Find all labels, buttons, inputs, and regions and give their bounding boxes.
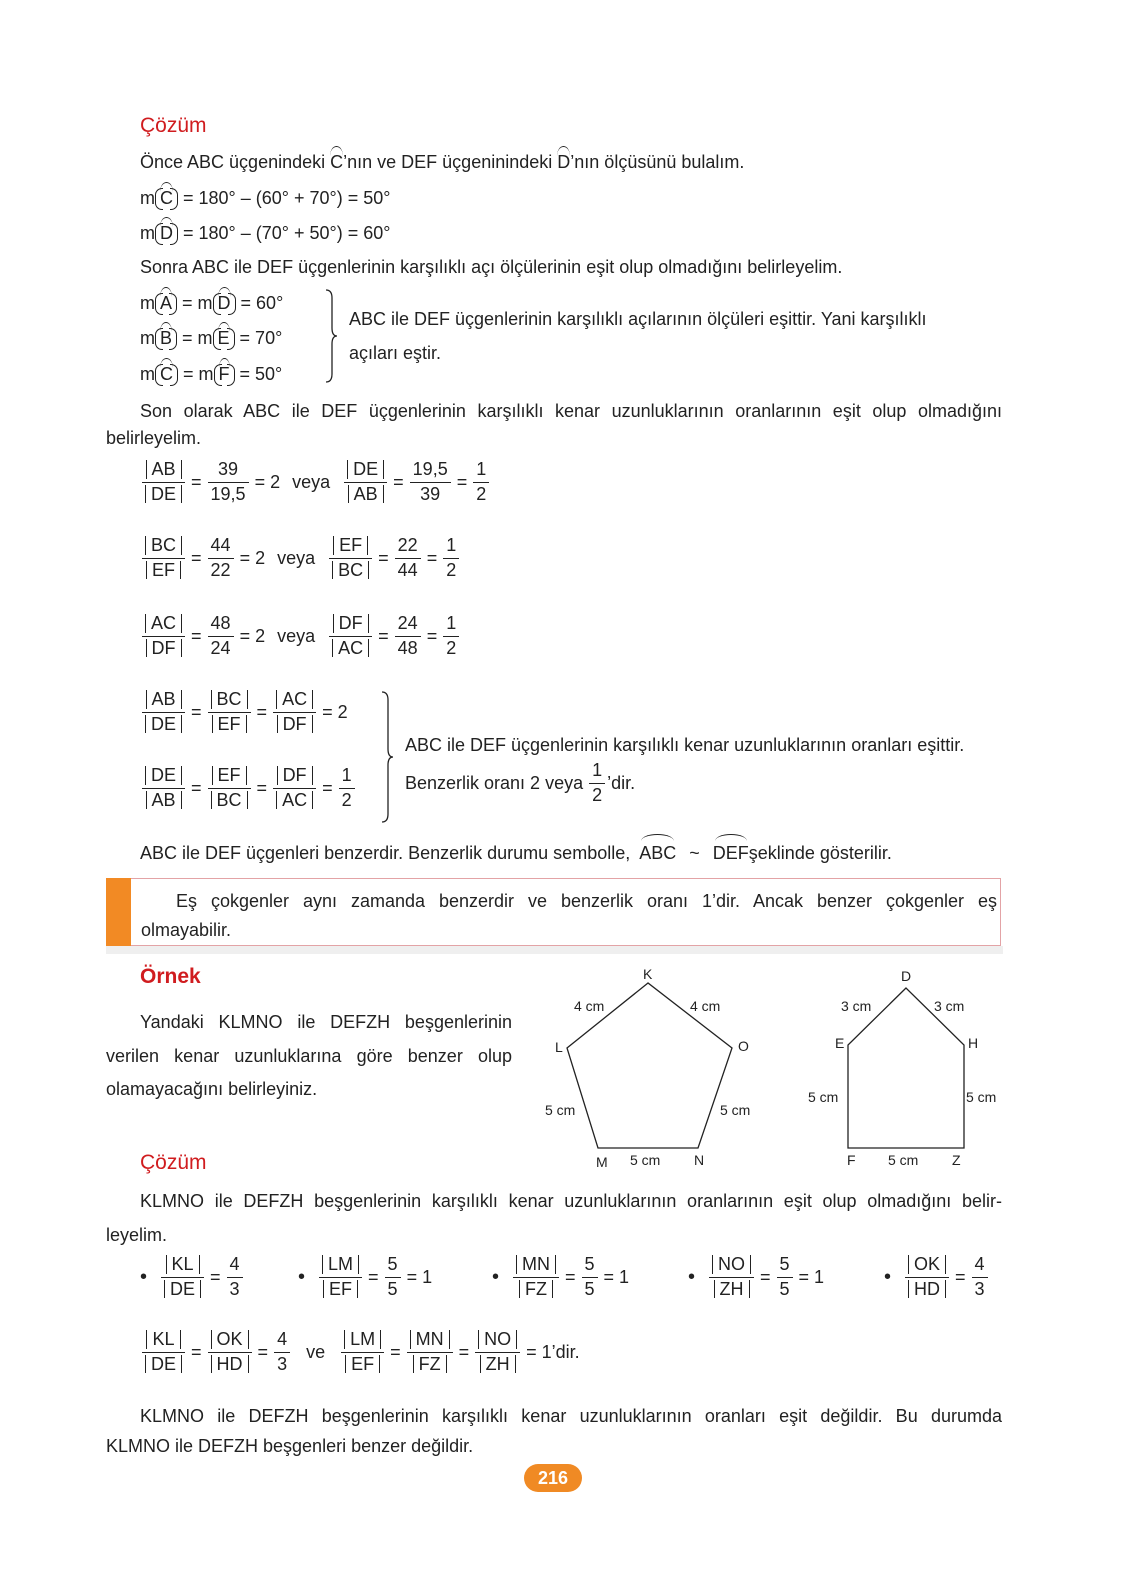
fe-d: HD bbox=[211, 1355, 249, 1374]
bullet-ratio-num bbox=[319, 1253, 362, 1277]
note-line-1: Eş çokgenler aynı zamanda benzerdir ve benzerlik oranı 1’dir. Ancak benzer çokgenler eş bbox=[176, 891, 997, 911]
bullet-ratio bbox=[513, 1253, 559, 1301]
bullet-frac-d: 5 bbox=[387, 1278, 398, 1299]
ratio-right-den bbox=[329, 559, 372, 583]
bullet-ratio-n: KL bbox=[166, 1255, 200, 1274]
ratio-rev bbox=[395, 534, 421, 582]
calc-c-angle: C bbox=[160, 188, 173, 208]
bullet-ratio-num bbox=[163, 1253, 203, 1277]
side-ef: 5 cm bbox=[808, 1089, 839, 1105]
eq: = bbox=[191, 471, 202, 492]
bullet-ratio-n: OK bbox=[908, 1255, 946, 1274]
eq: = bbox=[191, 625, 202, 646]
angle-b: E bbox=[217, 328, 230, 348]
angles-conclusion-2: açıları eştir. bbox=[349, 343, 442, 363]
bullet-result: = 1 bbox=[406, 1266, 433, 1287]
sc2-pre: Benzerlik oranı 2 veya bbox=[405, 772, 584, 793]
c2-e: DF bbox=[277, 766, 313, 785]
m-symbol: m bbox=[198, 364, 214, 384]
fe-b: DE bbox=[145, 1355, 182, 1374]
bullet-ratio-d: EF bbox=[323, 1280, 358, 1299]
final-line-1: KLMNO ile DEFZH beşgenlerinin karşılıklı kenar uzunluklarının oranları eşit değildir. Bu durumda bbox=[140, 1406, 1002, 1426]
ratio-left-n: BC bbox=[145, 536, 182, 555]
side-mn: 5 cm bbox=[630, 1152, 661, 1168]
ratio-right bbox=[329, 612, 372, 660]
angle-a: B bbox=[160, 328, 173, 348]
ratio-left bbox=[142, 612, 185, 660]
vertex-l: L bbox=[555, 1039, 563, 1055]
ratio-result: = 2 bbox=[239, 625, 266, 646]
ratio-result: = 2 bbox=[254, 471, 281, 492]
side-hz: 5 cm bbox=[966, 1089, 997, 1105]
vertex-f: F bbox=[847, 1152, 856, 1168]
note-shadow bbox=[106, 946, 1003, 954]
m-symbol: m bbox=[140, 364, 155, 384]
bullet-item bbox=[492, 1253, 635, 1301]
bullet-ratio-num bbox=[709, 1253, 754, 1277]
veya: veya bbox=[292, 471, 331, 492]
ratio-half-d: 2 bbox=[446, 559, 457, 580]
ratio-right-den bbox=[345, 483, 387, 507]
side-on: 5 cm bbox=[720, 1102, 751, 1118]
bullet-dot: • bbox=[492, 1265, 500, 1288]
eq: = bbox=[393, 471, 404, 492]
similar-post: şeklinde gösterilir. bbox=[748, 843, 892, 863]
eq: = bbox=[191, 547, 202, 568]
bullet-frac-n: 5 bbox=[779, 1254, 790, 1274]
eq: = bbox=[456, 471, 468, 492]
note-accent bbox=[106, 878, 131, 946]
vertex-e: E bbox=[835, 1035, 845, 1051]
bullet-result: = 1 bbox=[603, 1266, 630, 1287]
ratio-half bbox=[443, 612, 459, 660]
vertex-k: K bbox=[643, 966, 653, 982]
fe-f: EF bbox=[345, 1355, 380, 1374]
bullet-ratio bbox=[709, 1253, 754, 1301]
bullet-frac-n: 4 bbox=[229, 1254, 240, 1274]
bullet-frac-d: 3 bbox=[229, 1278, 240, 1299]
bullet-dot: • bbox=[688, 1265, 696, 1288]
ratio-half-d: 2 bbox=[476, 483, 487, 504]
angle-a: C bbox=[160, 364, 173, 384]
bullet-item bbox=[140, 1253, 243, 1301]
ratio-left bbox=[142, 534, 185, 582]
bullet-frac-d: 5 bbox=[779, 1278, 790, 1299]
bullet-item bbox=[298, 1253, 438, 1301]
ratio-left-den bbox=[142, 483, 185, 507]
bullet-ratio-d: FZ bbox=[519, 1280, 553, 1299]
ratio-left-num bbox=[143, 458, 185, 482]
example-line-2: verilen kenar uzunluklarına göre benzer olup bbox=[106, 1046, 512, 1066]
eq: = bbox=[565, 1266, 576, 1287]
calc-d-angle: D bbox=[160, 223, 173, 243]
combined-eq-2 bbox=[142, 764, 355, 812]
ratio-left-num bbox=[142, 534, 185, 558]
fe-fd: 3 bbox=[277, 1353, 288, 1374]
ratio-rev bbox=[410, 458, 451, 506]
final-line-2: KLMNO ile DEFZH beşgenleri benzer değildir. bbox=[106, 1436, 474, 1456]
ratio-left-d: DF bbox=[146, 639, 182, 658]
intro-post: ’nın ölçüsünü bulalım. bbox=[570, 152, 745, 172]
ratio-row bbox=[142, 534, 459, 582]
example-line-1: Yandaki KLMNO ile DEFZH beşgenlerinin bbox=[140, 1012, 512, 1032]
bullet-frac bbox=[582, 1253, 598, 1301]
ratio-rev-n: 24 bbox=[397, 613, 418, 633]
ratio-half-n: 1 bbox=[446, 613, 457, 633]
ratio-row bbox=[142, 612, 459, 660]
ratio-rev-n: 19,5 bbox=[412, 459, 448, 479]
ratio-right bbox=[344, 458, 387, 506]
angle-paren bbox=[214, 362, 235, 385]
pentagon-defzh bbox=[800, 960, 1015, 1175]
ratio-num-d: 19,5 bbox=[210, 483, 246, 504]
c2-d: BC bbox=[211, 791, 248, 810]
ratio-rev-d: 44 bbox=[397, 559, 418, 580]
bullet-frac-d: 3 bbox=[974, 1278, 985, 1299]
eq: = bbox=[322, 777, 333, 798]
ratio-num bbox=[208, 458, 249, 506]
ratio-half-n: 1 bbox=[476, 459, 487, 479]
intro-text bbox=[140, 150, 744, 173]
ratio-rev bbox=[395, 612, 421, 660]
bullet-ratio-n: LM bbox=[322, 1255, 359, 1274]
side-dh: 3 cm bbox=[934, 998, 965, 1014]
ratio-row bbox=[142, 458, 489, 506]
ratio-half bbox=[443, 534, 459, 582]
c1-b: DE bbox=[145, 715, 182, 734]
bullet-ratio-d: ZH bbox=[714, 1280, 750, 1299]
side-kl: 4 cm bbox=[574, 998, 605, 1014]
fe-e: LM bbox=[344, 1330, 381, 1349]
bullet-ratio-num bbox=[905, 1253, 949, 1277]
side-ko: 4 cm bbox=[690, 998, 721, 1014]
angle-paren bbox=[155, 291, 177, 314]
sc2-fn: 1 bbox=[592, 760, 603, 780]
side-fz: 5 cm bbox=[888, 1152, 919, 1168]
ratio-result: = 2 bbox=[239, 547, 266, 568]
angle-b: F bbox=[218, 364, 230, 384]
ratio-left-num bbox=[142, 612, 185, 636]
c2-fd: 2 bbox=[341, 789, 352, 810]
bullet-item bbox=[884, 1253, 988, 1301]
angle-value: = 60° bbox=[240, 293, 284, 313]
bullet-ratio-den bbox=[320, 1278, 361, 1302]
m-symbol: m bbox=[197, 328, 213, 348]
ratio-left bbox=[142, 458, 185, 506]
c1-res: = 2 bbox=[322, 701, 348, 722]
bullet-ratio-n: MN bbox=[516, 1255, 556, 1274]
side-lm: 5 cm bbox=[545, 1102, 576, 1118]
bullet-frac bbox=[972, 1253, 988, 1301]
calc-d-expr: = 180° – (70° + 50°) = 60° bbox=[183, 223, 391, 243]
c2-fn: 1 bbox=[341, 765, 352, 785]
fe-i: NO bbox=[478, 1330, 517, 1349]
eq: = bbox=[378, 547, 389, 568]
note-line-2: olmayabilir. bbox=[141, 920, 232, 940]
eq: = bbox=[183, 364, 194, 384]
angle-paren bbox=[213, 326, 235, 349]
ratio-right-d: AC bbox=[332, 639, 369, 658]
eq: = bbox=[368, 1266, 379, 1287]
side-de: 3 cm bbox=[841, 998, 872, 1014]
sides-intro-1: Son olarak ABC ile DEF üçgenlerinin karşılıklı kenar uzunluklarının oranlarının eşit olup olmadığını bbox=[140, 401, 1002, 421]
fe-c: OK bbox=[211, 1330, 249, 1349]
ratio-half-n: 1 bbox=[446, 535, 457, 555]
c2-f: AC bbox=[276, 791, 313, 810]
eq: = bbox=[426, 547, 438, 568]
c1-e: AC bbox=[276, 690, 313, 709]
c1-d: EF bbox=[212, 715, 247, 734]
bullet-ratio bbox=[319, 1253, 362, 1301]
m-symbol: m bbox=[140, 188, 155, 208]
similar-def: DEF bbox=[712, 843, 749, 863]
ratio-right-num bbox=[330, 612, 372, 636]
m-symbol: m bbox=[140, 328, 155, 348]
eq: = bbox=[191, 1341, 202, 1362]
ratio-rev-d: 48 bbox=[397, 637, 418, 658]
ratio-num-n: 44 bbox=[210, 535, 231, 555]
eq: = bbox=[458, 1341, 470, 1362]
solution-title: Çözüm bbox=[140, 114, 207, 137]
angle-b: D bbox=[217, 293, 231, 313]
similar-symbol: ~ bbox=[689, 843, 700, 863]
bullet-dot: • bbox=[298, 1265, 306, 1288]
eq: = bbox=[955, 1266, 966, 1287]
ratio-right-d: AB bbox=[348, 485, 384, 504]
angle-paren bbox=[155, 362, 178, 385]
eq: = bbox=[182, 328, 193, 348]
sc2-fd: 2 bbox=[592, 784, 603, 805]
bullet-ratio-num bbox=[513, 1253, 559, 1277]
eq: = bbox=[256, 777, 268, 798]
vertex-m: M bbox=[596, 1154, 608, 1170]
angle-c: C bbox=[330, 152, 344, 172]
eq: = bbox=[210, 1266, 221, 1287]
bullet-ratio bbox=[905, 1253, 949, 1301]
bullet-frac-n: 5 bbox=[387, 1254, 398, 1274]
eq: = bbox=[256, 701, 268, 722]
calc-d bbox=[140, 221, 390, 244]
ratio-left-n: AB bbox=[146, 460, 182, 479]
ratio-left-d: EF bbox=[146, 561, 181, 580]
eq: = bbox=[191, 777, 202, 798]
eq: = bbox=[390, 1341, 401, 1362]
calc-c-expr: = 180° – (60° + 70°) = 50° bbox=[183, 188, 391, 208]
c2-a: DE bbox=[145, 766, 182, 785]
bullet-frac bbox=[777, 1253, 793, 1301]
bullet-ratio-d: HD bbox=[908, 1280, 946, 1299]
m-symbol: m bbox=[140, 223, 155, 243]
m-symbol: m bbox=[140, 293, 155, 313]
bullet-dot: • bbox=[140, 1265, 148, 1288]
sides-brace bbox=[378, 690, 394, 824]
angle-paren bbox=[213, 291, 236, 314]
fe-h: FZ bbox=[413, 1355, 447, 1374]
c2-c: EF bbox=[212, 766, 247, 785]
similar-abc: ABC bbox=[639, 843, 677, 863]
sol2-intro-1: KLMNO ile DEFZH beşgenlerinin karşılıklı kenar uzunluklarının oranlarının eşit olup olmadığını belir- bbox=[140, 1191, 1002, 1211]
fe-fn: 4 bbox=[277, 1329, 288, 1349]
pentagon-klmno bbox=[530, 960, 790, 1175]
ratio-left-den bbox=[143, 559, 184, 583]
ratio-rev-n: 22 bbox=[397, 535, 418, 555]
bullet-ratio-d: DE bbox=[164, 1280, 201, 1299]
bullet-ratio-n: NO bbox=[712, 1255, 751, 1274]
bullet-item bbox=[688, 1253, 830, 1301]
c1-a: AB bbox=[146, 690, 182, 709]
similar-line bbox=[140, 843, 892, 864]
angle-value: = 70° bbox=[239, 328, 283, 348]
angle-row bbox=[140, 326, 282, 349]
fe-g: MN bbox=[410, 1330, 450, 1349]
c2-b: AB bbox=[146, 791, 182, 810]
eq: = bbox=[426, 625, 438, 646]
sides-intro-2: belirleyelim. bbox=[106, 428, 202, 448]
bullet-frac-n: 4 bbox=[974, 1254, 985, 1274]
example-title: Örnek bbox=[140, 965, 201, 988]
angles-conclusion-1: ABC ile DEF üçgenlerinin karşılıklı açılarının ölçüleri eşittir. Yani karşılıklı bbox=[349, 309, 927, 329]
ratio-num bbox=[208, 534, 234, 582]
bullet-ratio-den bbox=[161, 1278, 204, 1302]
angle-row bbox=[140, 362, 282, 385]
ratio-right-n: DF bbox=[333, 614, 369, 633]
sides-conclusion-1: ABC ile DEF üçgenlerinin karşılıklı kenar uzunluklarının oranları eşittir. bbox=[405, 735, 965, 755]
bullet-frac bbox=[227, 1253, 243, 1301]
ratio-right-n: EF bbox=[333, 536, 368, 555]
vertex-d: D bbox=[901, 968, 912, 984]
veya: veya bbox=[277, 625, 316, 646]
ratio-rev-d: 39 bbox=[420, 483, 441, 504]
bullet-frac bbox=[385, 1253, 401, 1301]
note-box bbox=[106, 878, 1001, 946]
bullet-ratio-den bbox=[516, 1278, 556, 1302]
eq: = bbox=[191, 701, 202, 722]
ratio-right-den bbox=[329, 637, 372, 661]
bullet-frac-n: 5 bbox=[584, 1254, 595, 1274]
ratio-right bbox=[329, 534, 372, 582]
bullet-ratio bbox=[161, 1253, 204, 1301]
sol2-intro-2: leyelim. bbox=[106, 1225, 168, 1245]
final-eq bbox=[142, 1328, 586, 1376]
c1-f: DF bbox=[277, 715, 313, 734]
angle-row bbox=[140, 291, 283, 314]
angle-a: A bbox=[160, 293, 173, 313]
solution2-title: Çözüm bbox=[140, 1151, 207, 1174]
eq: = bbox=[760, 1266, 771, 1287]
m-symbol: m bbox=[197, 293, 213, 313]
ratio-right-num bbox=[330, 534, 371, 558]
ratio-right-num bbox=[344, 458, 387, 482]
angle-paren bbox=[155, 326, 177, 349]
fe-ve: ve bbox=[306, 1341, 326, 1362]
ratio-num-n: 39 bbox=[218, 459, 239, 479]
c1-c: BC bbox=[211, 690, 248, 709]
sc2-post: ’dir. bbox=[607, 772, 636, 793]
ratio-half bbox=[473, 458, 489, 506]
ratio-num-n: 48 bbox=[210, 613, 231, 633]
ratio-num-d: 22 bbox=[210, 559, 231, 580]
vertex-h: H bbox=[968, 1035, 979, 1051]
ratio-left-d: DE bbox=[145, 485, 182, 504]
intro-mid: ’nın ve DEF üçgeninindeki bbox=[343, 152, 553, 172]
intro-pre: Önce ABC üçgenindeki bbox=[140, 152, 326, 172]
bullet-ratio-den bbox=[711, 1278, 753, 1302]
ratio-num-d: 24 bbox=[210, 637, 231, 658]
bullet-frac-d: 5 bbox=[584, 1278, 595, 1299]
vertex-n: N bbox=[694, 1152, 705, 1168]
calc-c bbox=[140, 186, 390, 209]
angle-brace bbox=[322, 288, 338, 384]
page-number: 216 bbox=[524, 1464, 582, 1492]
similar-pre: ABC ile DEF üçgenleri benzerdir. Benzerlik durumu sembolle, bbox=[140, 843, 631, 863]
combined-eq-1 bbox=[142, 688, 354, 736]
vertex-o: O bbox=[738, 1038, 749, 1054]
eq: = bbox=[257, 1341, 269, 1362]
bullet-ratio-den bbox=[905, 1278, 949, 1302]
angles-intro: Sonra ABC ile DEF üçgenlerinin karşılıklı açı ölçülerinin eşit olup olmadığını belirleyelim. bbox=[140, 257, 843, 277]
eq: = bbox=[182, 293, 193, 313]
fe-res: = 1’dir. bbox=[526, 1341, 580, 1362]
ratio-half-d: 2 bbox=[446, 637, 457, 658]
vertex-z: Z bbox=[952, 1152, 961, 1168]
angle-d: D bbox=[557, 152, 571, 172]
example-line-3: olamayacağını belirleyiniz. bbox=[106, 1079, 318, 1099]
ratio-right-d: BC bbox=[332, 561, 369, 580]
eq: = bbox=[378, 625, 389, 646]
ratio-right-n: DE bbox=[347, 460, 384, 479]
sides-conclusion-2 bbox=[405, 759, 635, 807]
ratio-left-den bbox=[143, 637, 185, 661]
fe-j: ZH bbox=[480, 1355, 516, 1374]
veya: veya bbox=[277, 547, 316, 568]
ratio-num bbox=[208, 612, 234, 660]
angle-value: = 50° bbox=[239, 364, 283, 384]
fe-a: KL bbox=[146, 1330, 180, 1349]
ratio-left-n: AC bbox=[145, 614, 182, 633]
bullet-dot: • bbox=[884, 1265, 892, 1288]
bullet-result: = 1 bbox=[798, 1266, 825, 1287]
